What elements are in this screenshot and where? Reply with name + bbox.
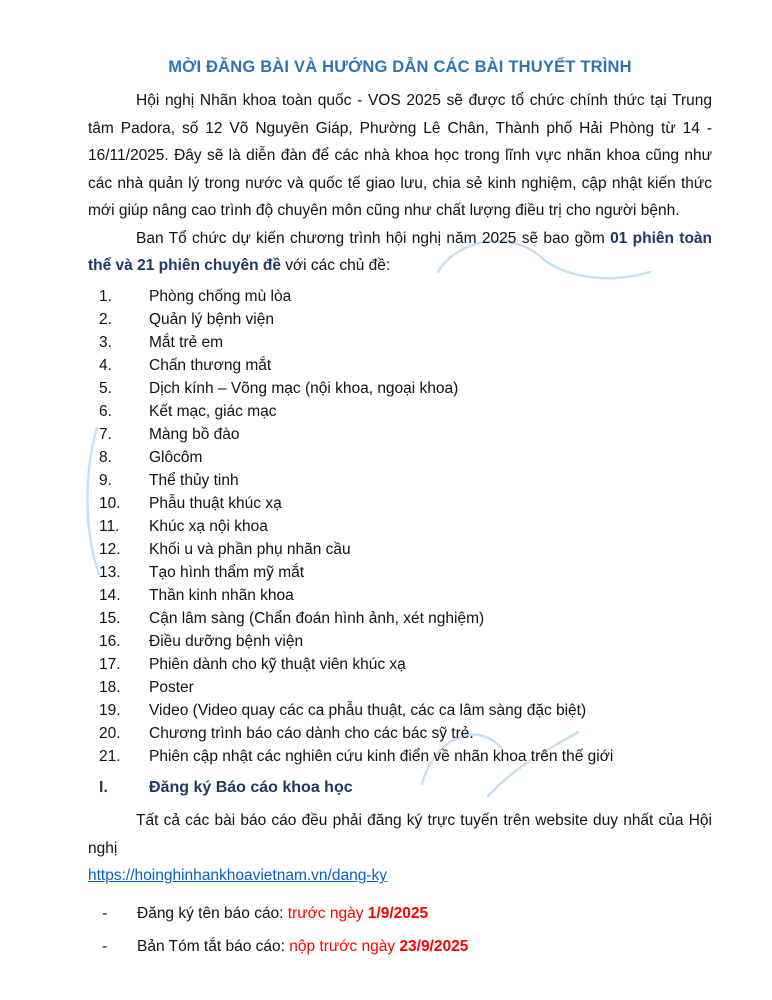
topic-label: Phiên dành cho kỹ thuật viên khúc xạ xyxy=(149,656,406,674)
intro-paragraph-2 xyxy=(88,225,712,280)
topic-label: Cận lâm sàng (Chẩn đoán hình ảnh, xét nghiệm) xyxy=(149,610,485,628)
topic-label: Thể thủy tinh xyxy=(149,472,239,490)
topic-number: 16. xyxy=(99,633,121,651)
deadline-label: Đăng ký tên báo cáo: xyxy=(137,904,288,922)
topic-item xyxy=(88,699,712,722)
topic-number: 1. xyxy=(99,288,112,306)
topic-item xyxy=(88,331,712,354)
topic-item xyxy=(88,469,712,492)
intro-paragraph-1: Hội nghị Nhãn khoa toàn quốc - VOS 2025 sẽ được tổ chức chính thức tại Trung tâm Padora, số 12 Võ Nguyên Giáp, Phường Lê Chân, Thành phố Hải Phòng từ 14 - 16/11/2025. Đây sẽ là diễn đàn để các nhà khoa học trong lĩnh vực nhãn khoa cũng như các nhà quản lý trong nước và quốc tế giao lưu, chia sẻ kinh nghiệm, cập nhật kiến thức mới giúp nâng cao trình độ chuyên môn cũng như chất lượng điều trị cho người bệnh. xyxy=(88,92,712,220)
topic-number: 9. xyxy=(99,472,112,490)
topic-item xyxy=(88,607,712,630)
page-title: MỜI ĐĂNG BÀI VÀ HƯỚNG DẪN CÁC BÀI THUYẾT TRÌNH xyxy=(168,58,632,76)
topic-item xyxy=(88,515,712,538)
topic-item xyxy=(88,584,712,607)
topic-number: 12. xyxy=(99,541,121,559)
deadline-list xyxy=(88,902,712,958)
section-title: Đăng ký Báo cáo khoa học xyxy=(149,779,353,797)
topic-label: Phòng chống mù lòa xyxy=(149,288,292,306)
topic-label: Khúc xạ nội khoa xyxy=(149,518,268,536)
dash-bullet: - xyxy=(102,904,108,922)
topic-label: Phẫu thuật khúc xạ xyxy=(149,495,282,513)
topic-item xyxy=(88,630,712,653)
deadline-note: trước ngày xyxy=(287,904,368,922)
topic-label: Điều dưỡng bệnh viện xyxy=(149,633,304,651)
topic-item xyxy=(88,446,712,469)
topic-number: 15. xyxy=(99,610,121,628)
topic-number: 13. xyxy=(99,564,121,582)
topic-label: Khối u và phần phụ nhãn cầu xyxy=(149,541,351,559)
topic-label: Glôcôm xyxy=(149,449,203,467)
topic-number: 3. xyxy=(99,334,112,352)
sessions-highlight: 01 phiên toàn thể và 21 phiên chuyên đề xyxy=(88,229,713,275)
topic-item xyxy=(88,354,712,377)
topic-item xyxy=(88,538,712,561)
topic-item xyxy=(88,676,712,699)
topic-item xyxy=(88,722,712,745)
topic-item xyxy=(88,653,712,676)
deadline-text xyxy=(137,935,468,958)
topic-number: 18. xyxy=(99,679,121,697)
topic-number: 2. xyxy=(99,311,112,329)
topic-label: Thần kinh nhãn khoa xyxy=(149,587,294,605)
topic-number: 20. xyxy=(99,725,121,743)
intro-paragraph-2-prefix: Ban Tổ chức dự kiến chương trình hội nghị năm 2025 sẽ bao gồm xyxy=(136,229,611,247)
section-heading xyxy=(88,775,712,801)
topic-number: 17. xyxy=(99,656,121,674)
topic-item xyxy=(88,285,712,308)
topic-label: Kết mạc, giác mạc xyxy=(149,403,277,421)
deadline-label: Bản Tóm tắt báo cáo: xyxy=(137,937,290,955)
topic-number: 11. xyxy=(99,518,120,536)
dash-bullet: - xyxy=(102,937,108,955)
topic-label: Poster xyxy=(149,679,194,697)
deadline-item xyxy=(88,935,712,958)
deadline-date: 23/9/2025 xyxy=(399,937,469,955)
topic-item xyxy=(88,745,712,768)
topic-label: Video (Video quay các ca phẫu thuật, các ca lâm sàng đặc biệt) xyxy=(149,702,587,720)
topic-item xyxy=(88,308,712,331)
topic-item xyxy=(88,377,712,400)
topic-label: Chấn thương mắt xyxy=(149,357,272,375)
registration-text: Tất cả các bài báo cáo đều phải đăng ký trực tuyến trên website duy nhất của Hội nghị xyxy=(88,812,712,857)
deadline-date: 1/9/2025 xyxy=(367,904,429,922)
topic-number: 19. xyxy=(99,702,121,720)
intro-paragraph-2-suffix: với các chủ đề: xyxy=(280,257,391,275)
topic-number: 8. xyxy=(99,449,112,467)
topic-label: Màng bồ đào xyxy=(149,426,240,444)
topics-list xyxy=(88,285,712,768)
deadline-item xyxy=(88,902,712,925)
topic-label: Quản lý bệnh viện xyxy=(149,311,274,329)
topic-label: Chương trình báo cáo dành cho các bác sỹ trẻ. xyxy=(149,725,474,743)
topic-number: 6. xyxy=(99,403,112,421)
topic-item xyxy=(88,400,712,423)
deadline-note: nộp trước ngày xyxy=(289,937,400,955)
topic-label: Mắt trẻ em xyxy=(149,334,224,352)
topic-number: 4. xyxy=(99,357,112,375)
registration-link[interactable]: https://hoinghinhankhoavietnam.vn/dang-ky xyxy=(88,867,388,885)
topic-label: Phiên cập nhật các nghiên cứu kinh điển về nhãn khoa trên thế giới xyxy=(149,748,614,766)
topic-item xyxy=(88,492,712,515)
topic-label: Tạo hình thẩm mỹ mắt xyxy=(149,564,305,582)
deadline-text xyxy=(137,902,428,925)
topic-number: 5. xyxy=(99,380,112,398)
topic-number: 21. xyxy=(99,748,121,766)
registration-link-line xyxy=(88,862,712,890)
topic-number: 14. xyxy=(99,587,121,605)
topic-number: 10. xyxy=(99,495,121,513)
topic-item xyxy=(88,423,712,446)
topic-number: 7. xyxy=(99,426,112,444)
topic-label: Dịch kính – Võng mạc (nội khoa, ngoại khoa) xyxy=(149,380,459,398)
topic-item xyxy=(88,561,712,584)
section-numeral: I. xyxy=(99,779,108,797)
